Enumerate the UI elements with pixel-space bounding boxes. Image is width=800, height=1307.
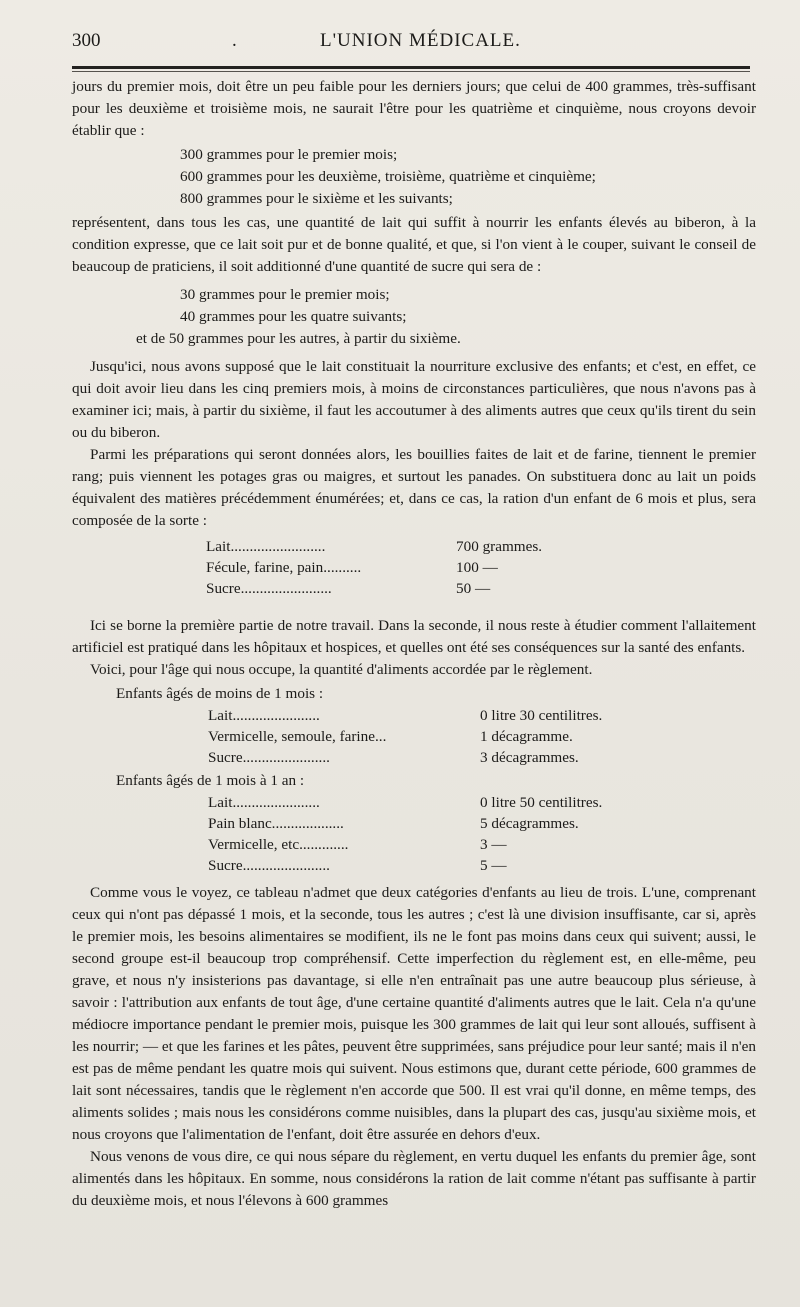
paragraph: Ici se borne la première partie de notre travail. Dans la seconde, il nous reste à étudier comment l'allaitement artificiel est pratiqué dans les hôpitaux et hospices, et quelles ont été ses conséquences sur la santé des enfants.: [72, 617, 756, 656]
regulation-item: Vermicelle, semoule, farine...: [208, 728, 387, 745]
regulation-item: Vermicelle, etc.............: [208, 836, 349, 853]
ration-qty: 100 —: [456, 559, 498, 576]
ration-item: Fécule, farine, pain..........: [206, 559, 362, 576]
regulation-qty: 1 décagramme.: [480, 728, 573, 745]
regulation-item: Lait.......................: [208, 794, 320, 811]
header-rule-thin: [72, 71, 750, 72]
regulation-qty: 3 —: [480, 836, 507, 853]
paragraph: Voici, pour l'âge qui nous occupe, la quantité d'aliments accordée par le règlement.: [90, 661, 593, 678]
regulation-qty: 5 décagrammes.: [480, 815, 579, 832]
article-body: [72, 76, 756, 1212]
header-dot: .: [232, 30, 237, 51]
group-label: Enfants âgés de moins de 1 mois :: [116, 685, 324, 702]
regulation-qty: 5 —: [480, 857, 507, 874]
journal-title: L'UNION MÉDICALE.: [320, 30, 521, 51]
regulation-qty: 3 décagrammes.: [480, 749, 579, 766]
milk-quantity-item: 300 grammes pour le premier mois;: [180, 146, 398, 163]
ration-item: Sucre........................: [206, 580, 332, 597]
table-row: [206, 536, 542, 557]
ration-item: Lait.........................: [206, 538, 326, 555]
sugar-quantity-item: 40 grammes pour les quatre suivants;: [180, 308, 407, 325]
ration-qty: 700 grammes.: [456, 538, 543, 555]
table-row: [208, 792, 602, 813]
milk-quantity-list: [180, 144, 756, 210]
table-row: [206, 578, 542, 599]
sugar-quantity-item: 30 grammes pour le premier mois;: [180, 286, 390, 303]
regulation-item: Pain blanc...................: [208, 815, 344, 832]
regulation-table-1-month-to-1-year: [208, 792, 602, 876]
table-row: [206, 557, 542, 578]
milk-quantity-item: 800 grammes pour le sixième et les suivants;: [180, 190, 453, 207]
paragraph: Comme vous le voyez, ce tableau n'admet que deux catégories d'enfants au lieu de trois. L'une, comprenant ceux qui n'ont pas dépassé 1 mois, et la seconde, tous les autres ; c'est là une division insuffisante, car si, après le premier mois, les besoins alimentaires se modifient, ils ne le font pas moins dans ceux qui suivent; aussi, le second groupe est-il beaucoup trop compréhensif. Cette imperfection du règlement est, en elle-même, peu grave, et nous n'y insisterions pas davantage, si elle n'en entraînait pas une autre beaucoup plus sérieuse, à savoir : l'attribution aux enfants de tout âge, d'une certaine quantité d'aliments autres que le lait. Cela n'a qu'une médiocre importance pendant le premier mois, puisque les 300 grammes de lait qui leur sont alloués, suffisent à les nourrir; — et que les farines et les pâtes, peuvent être supprimées, sans préjudice pour leur santé; mais il n'en est pas de même pendant les quatre mois qui suivent. Nous estimons que, durant cette période, 600 grammes de lait sont nécessaires, tandis que le règlement n'en accorde que 500. Il est vrai qu'il donne, en même temps, des aliments solides ; mais nous les considérons comme nuisibles, dans la plupart des cas, jusqu'au sixième mois, et nous croyons que l'alimentation de l'enfant, doit être assurée en dehors d'eux.: [72, 884, 756, 1143]
table-row: [208, 813, 602, 834]
regulation-item: Sucre.......................: [208, 857, 330, 874]
paragraph: représentent, dans tous les cas, une quantité de lait qui suffit à nourrir les enfants élevés au biberon, à la condition expresse, que ce lait soit pur et de bonne qualité, et que, si l'on vient à le couper, suivant le conseil de beaucoup de praticiens, il soit additionné d'une quantité de sucre qui sera de :: [72, 214, 756, 275]
milk-quantity-item: 600 grammes pour les deuxième, troisième, quatrième et cinquième;: [180, 168, 596, 185]
regulation-qty: 0 litre 30 centilitres.: [480, 707, 603, 724]
spacer: [72, 603, 756, 615]
table-row: [208, 834, 602, 855]
group-label: Enfants âgés de 1 mois à 1 an :: [116, 772, 305, 789]
paragraph: Parmi les préparations qui seront données alors, les bouillies faites de lait et de farine, tiennent le premier rang; puis viennent les potages gras ou maigres, et surtout les panades. On substituera donc au lait un poids équivalent des matières précédemment énumérées; et, dans ce cas, la ration d'un enfant de 6 mois et plus, sera composée de la sorte :: [72, 446, 756, 529]
intro-paragraph: jours du premier mois, doit être un peu faible pour les derniers jours; que celui de 400 grammes, très-suffisant pour les deuxième et troisième mois, ne saurait l'être pour les quatrième et cinquième, nous croyons devoir établir que :: [72, 78, 756, 139]
paragraph: Nous venons de vous dire, ce qui nous sépare du règlement, en vertu duquel les enfants du premier âge, sont alimentés dans les hôpitaux. En somme, nous considérons la ration de lait comme n'étant pas suffisante à partir du deuxième mois, et nous l'élevons à 600 grammes: [72, 1148, 756, 1209]
sugar-quantity-item: et de 50 grammes pour les autres, à partir du sixième.: [136, 330, 461, 347]
sugar-quantity-list: [136, 284, 756, 350]
regulation-item: Lait.......................: [208, 707, 320, 724]
table-row: [208, 705, 602, 726]
regulation-qty: 0 litre 50 centilitres.: [480, 794, 603, 811]
page-number: 300: [72, 30, 101, 51]
page-header: [72, 30, 750, 64]
paragraph: Jusqu'ici, nous avons supposé que le lait constituait la nourriture exclusive des enfants; et c'est, en effet, ce qui doit avoir lieu dans les cinq premiers mois, à moins de circonstances particulières, que nous n'avons pas à examiner ici; mais, à partir du sixième, il faut les accoutumer à des aliments autres que ceux qu'ils tirent du sein ou du biberon.: [72, 358, 756, 441]
ration-qty: 50 —: [456, 580, 491, 597]
regulation-table-under-1-month: [208, 705, 602, 768]
header-rule: [72, 66, 750, 69]
table-row: [208, 726, 602, 747]
table-row: [208, 747, 602, 768]
regulation-item: Sucre.......................: [208, 749, 330, 766]
ration-table: [206, 536, 542, 599]
table-row: [208, 855, 602, 876]
